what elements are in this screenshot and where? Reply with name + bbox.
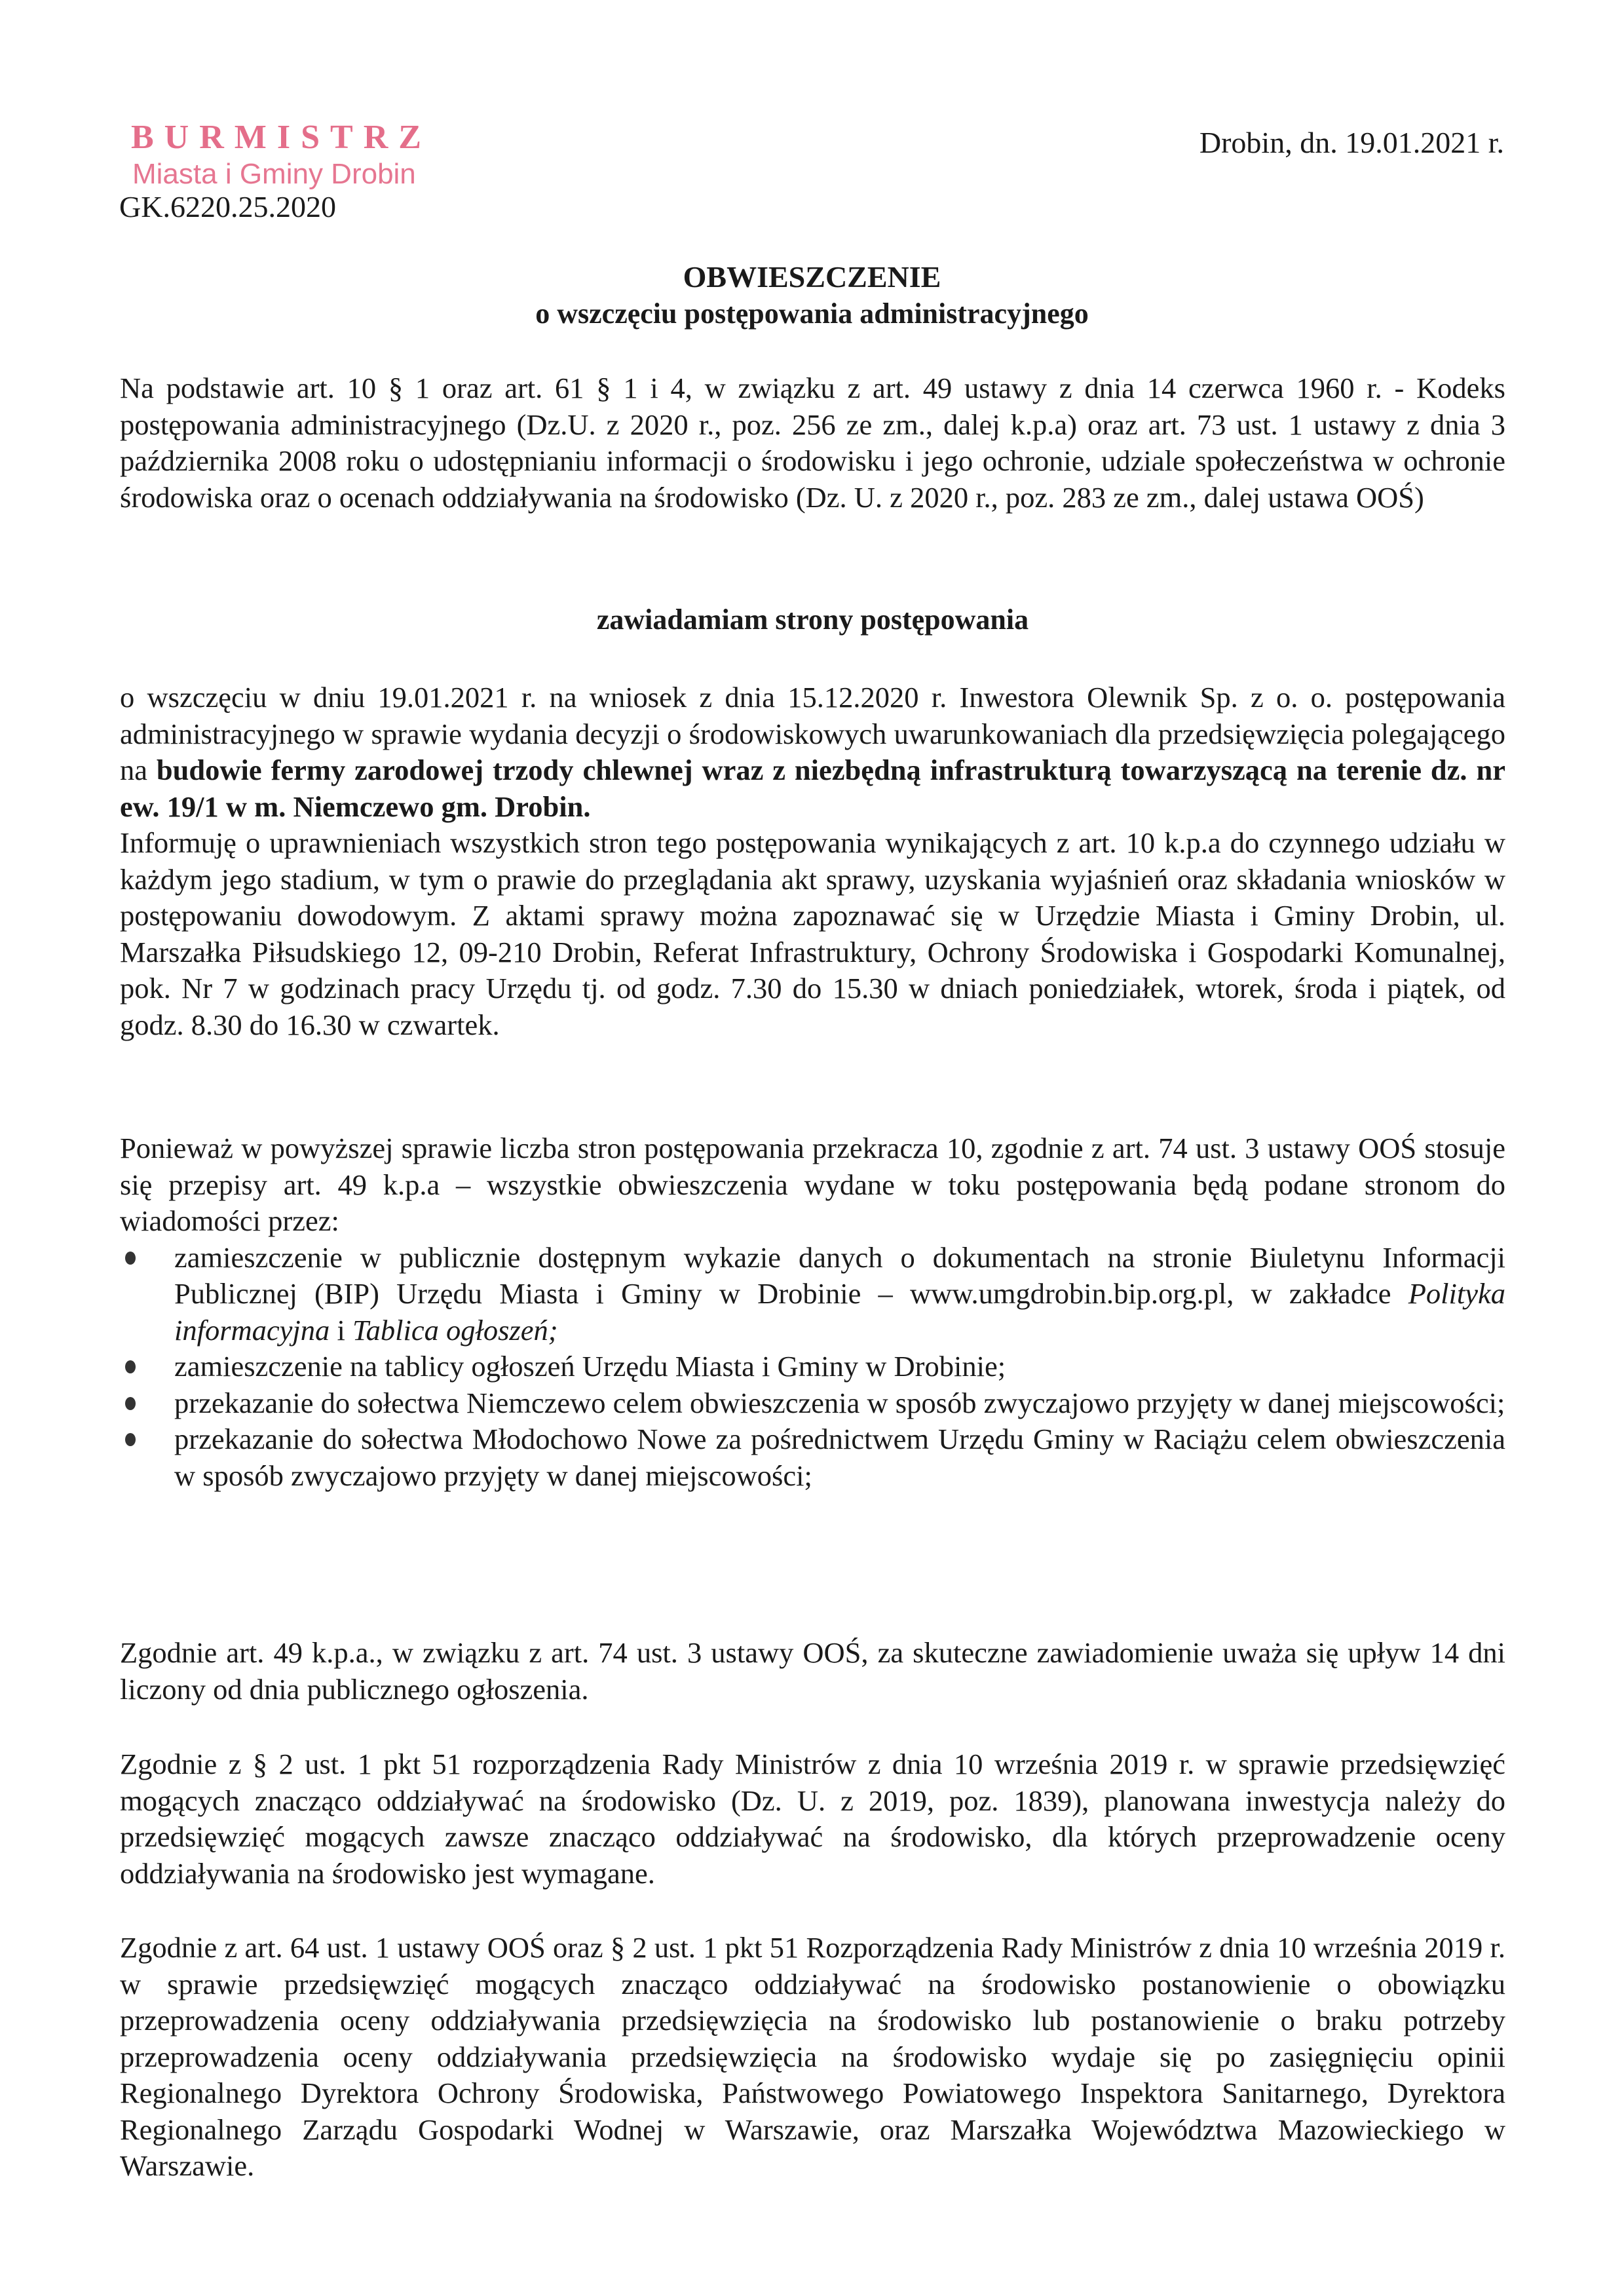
publication-methods-list: [120, 1240, 1505, 1495]
reference-number: GK.6220.25.2020: [119, 190, 336, 223]
mayor-stamp: [131, 118, 432, 191]
notice-heading: zawiadamiam strony postępowania: [596, 603, 1029, 636]
intro-section: [120, 370, 1505, 516]
bullet-icon: [125, 1360, 136, 1373]
bullet-icon: [125, 1397, 136, 1410]
regulation-paragraph: Zgodnie z § 2 ust. 1 pkt 51 rozporządzenia Rady Ministrów z dnia 10 września 2019 r. w sprawie przedsięwzięć mogących znacząco oddziaływać na środowisko (Dz. U. z 2019, poz. 1839), planowana inwestycja należy do przedsięwzięć mogących zawsze znacząco oddziaływać na środowisko, dla których przeprowadzenie oceny oddziaływania na środowisko jest wymagane.: [120, 1748, 1505, 1890]
regulation-section: [120, 1746, 1505, 1892]
list-item: [120, 1240, 1505, 1349]
initiation-text: o wszczęciu w dniu 19.01.2021 r. na wniosek z dnia 15.12.2020 r. Inwestora Olewnik Sp. z o. o. postępowania administracyjnego w sprawie wydania decyzji o środowiskowych uwarunkowaniach dla przedsięwzięcia polegającego na: [120, 681, 1505, 786]
opinions-section: [120, 1930, 1505, 2185]
intro-paragraph: Na podstawie art. 10 § 1 oraz art. 61 § 1 i 4, w związku z art. 49 ustawy z dnia 14 czerwca 1960 r. - Kodeks postępowania administracyjnego (Dz.U. z 2020 r., poz. 256 ze zm., dalej k.p.a) oraz art. 73 ust. 1 ustawy z dnia 3 października 2008 roku o udostępnianiu informacji o środowisku i jego ochronie, udziale społeczeństwa w ochronie środowiska oraz o ocenach oddziaływania na środowisko (Dz. U. z 2020 r., poz. 283 ze zm., dalej ustawa OOŚ): [120, 372, 1505, 514]
initiation-section: [120, 679, 1505, 1043]
opinions-paragraph: Zgodnie z art. 64 ust. 1 ustawy OOŚ oraz § 2 ust. 1 pkt 51 Rozporządzenia Rady Ministrów z dnia 10 września 2019 r. w sprawie przedsięwzięć mogących znacząco oddziaływać na środowisko postanowienie o obowiązku przeprowadzenia oceny oddziaływania przedsięwzięcia na środowisko lub postanowienie o braku potrzeby przeprowadzenia oceny oddziaływania przedsięwzięcia na środowisko wydaje się po zasięgnięciu opinii Regionalnego Dyrektora Ochrony Środowiska, Państwowego Powiatowego Inspektora Sanitarnego, Dyrektora Regionalnego Zarządu Gospodarki Wodnej w Warszawie, oraz Marszałka Województwa Mazowieckiego w Warszawie.: [120, 1931, 1505, 2182]
title-block: [0, 259, 1624, 332]
parties-section: [120, 1130, 1505, 1494]
notification-paragraph: Zgodnie art. 49 k.p.a., w związku z art. 74 ust. 3 ustawy OOŚ, za skuteczne zawiadomienie uważa się upływ 14 dni liczony od dnia publicznego ogłoszenia.: [120, 1636, 1505, 1706]
list-item-text: przekazanie do sołectwa Młodochowo Nowe za pośrednictwem Urzędu Gminy w Raciążu celem obwieszczenia w sposób zwyczajowo przyjęty w danej miejscowości;: [174, 1423, 1505, 1492]
place-date: Drobin, dn. 19.01.2021 r.: [1199, 126, 1504, 159]
bullet-icon: [125, 1252, 136, 1265]
list-item-text-connector: i: [330, 1313, 352, 1347]
list-item-text: zamieszczenie na tablicy ogłoszeń Urzędu Miasta i Gminy w Drobinie;: [174, 1350, 1006, 1383]
stamp-office: Miasta i Gminy Drobin: [132, 158, 416, 190]
tab-name-policy: Polityka informacyjna: [174, 1277, 1505, 1347]
bullet-icon: [125, 1433, 136, 1446]
stamp-title: BURMISTRZ: [131, 119, 432, 156]
list-item-text: zamieszczenie w publicznie dostępnym wykazie danych o dokumentach na stronie Biuletynu Informacji Publicznej (BIP) Urzędu Miasta i Gminy w Drobinie – www.umgdrobin.bip.org.pl, w zakładce: [174, 1240, 1505, 1310]
list-item: [120, 1385, 1505, 1422]
project-description: budowie fermy zarodowej trzody chlewnej wraz z niezbędną infrastrukturą towarzyszącą na terenie dz. nr ew. 19/1 w m. Niemczewo gm. Drobin.: [120, 754, 1505, 823]
notification-section: [120, 1635, 1505, 1708]
tab-name-board: Tablica ogłoszeń;: [352, 1313, 558, 1347]
list-item: [120, 1349, 1505, 1385]
document-subtitle: o wszczęciu postępowania administracyjnego: [535, 297, 1089, 330]
document-title: OBWIESZCZENIE: [683, 260, 941, 294]
rights-paragraph: Informuję o uprawnieniach wszystkich stron tego postępowania wynikających z art. 10 k.p.a do czynnego udziału w każdym jego stadium, w tym o prawie do przeglądania akt sprawy, uzyskania wyjaśnień oraz składania wniosków w postępowaniu dowodowym. Z aktami sprawy można zapoznawać się w Urzędzie Miasta i Gminy Drobin, ul. Marszałka Piłsudskiego 12, 09-210 Drobin, Referat Infrastruktury, Ochrony Środowiska i Gospodarki Komunalnej, pok. Nr 7 w godzinach pracy Urzędu tj. od godz. 7.30 do 15.30 w dniach poniedziałek, wtorek, środa i piątek, od godz. 8.30 do 16.30 w czwartek.: [120, 826, 1505, 1041]
parties-intro: Ponieważ w powyższej sprawie liczba stron postępowania przekracza 10, zgodnie z art. 74 ust. 3 ustawy OOŚ stosuje się przepisy art. 49 k.p.a – wszystkie obwieszczenia wydane w toku postępowania będą podane stronom do wiadomości przez:: [120, 1132, 1505, 1237]
initiation-paragraph: [120, 679, 1505, 825]
list-item: [120, 1421, 1505, 1494]
list-item-text: przekazanie do sołectwa Niemczewo celem obwieszczenia w sposób zwyczajowo przyjęty w danej miejscowości;: [174, 1386, 1505, 1419]
